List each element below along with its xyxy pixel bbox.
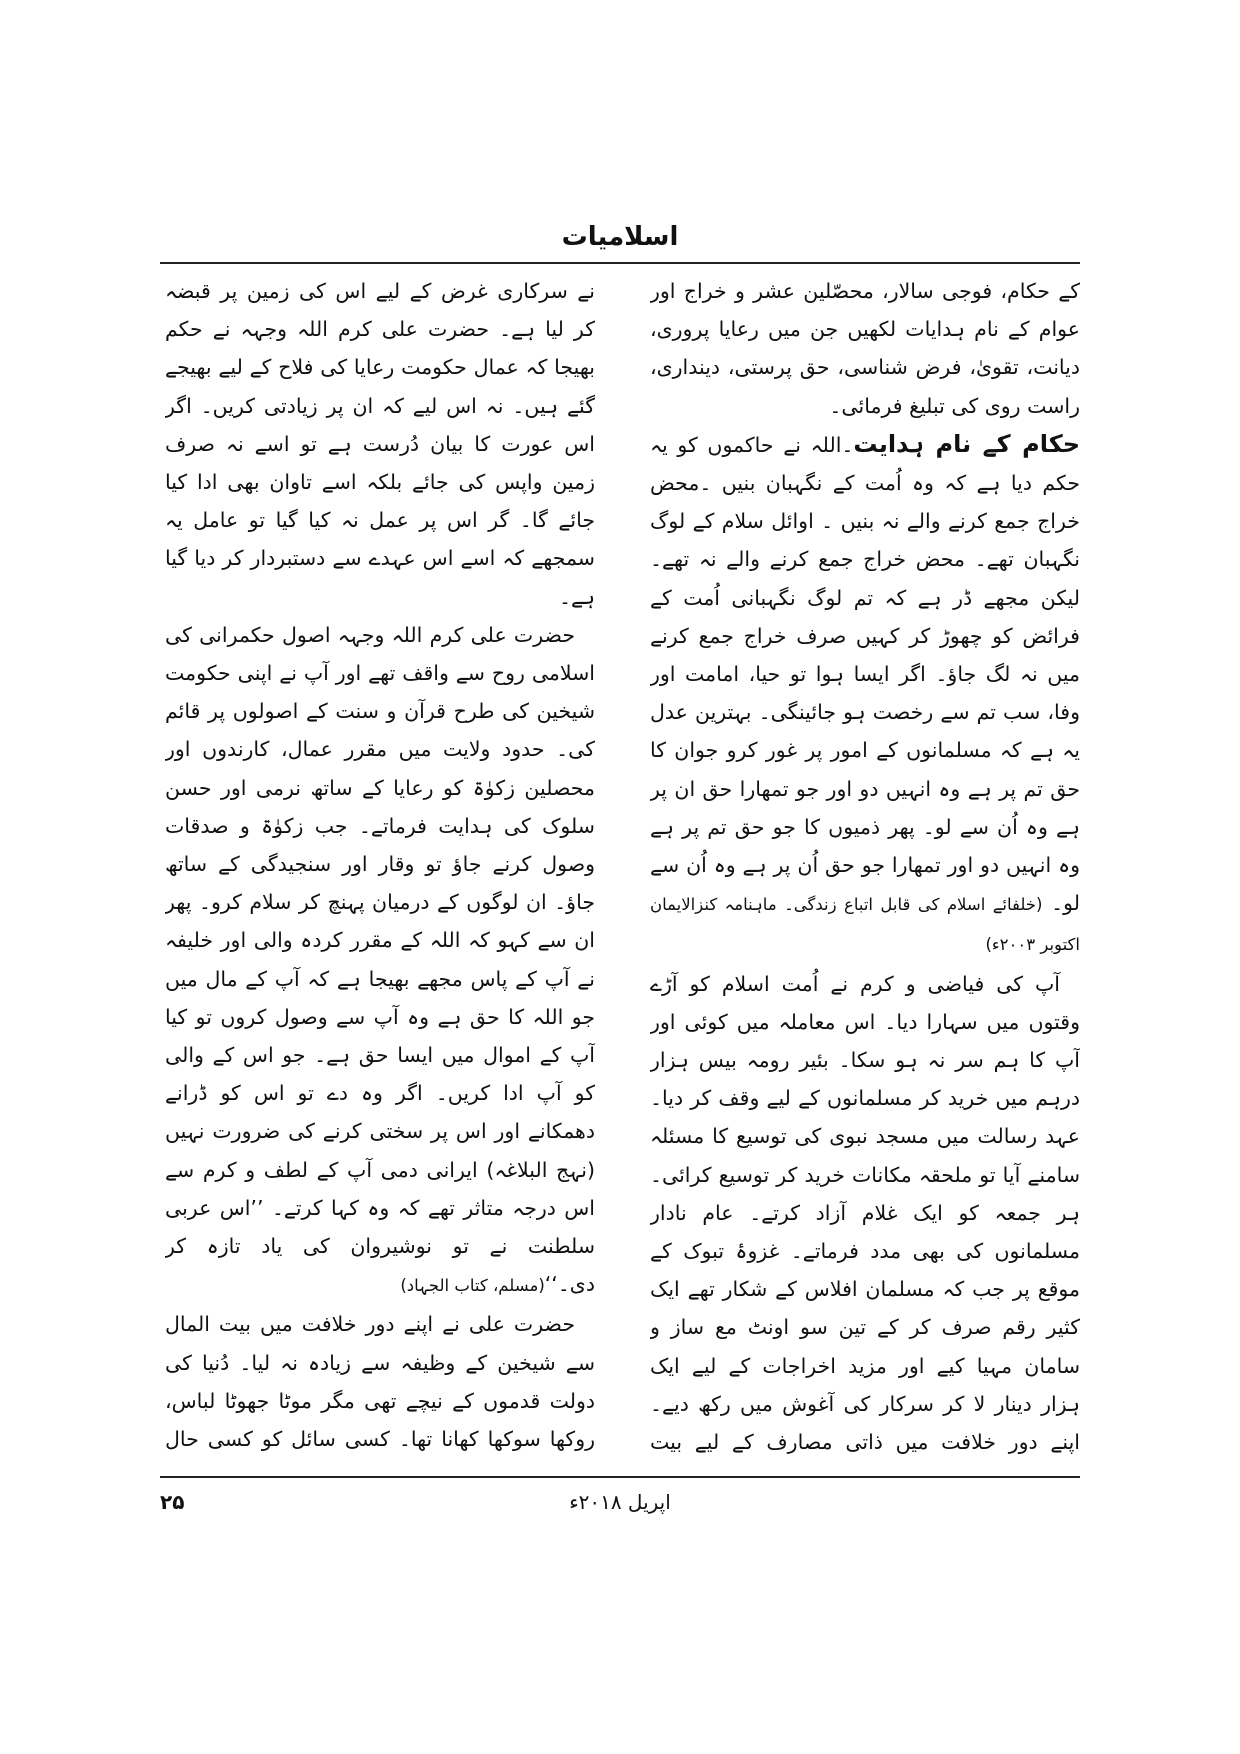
paragraph bbox=[165, 616, 595, 1306]
paragraph-text: ۔اللہ نے حاکموں کو یہ حکم دیا ہے کہ وہ اُمت کے نگہبان بنیں ۔محض خراج جمع کرنے والے نہ بنیں ۔ اوائل سلام کے لوگ نگہبان تھے۔ محض خراج جمع کرنے والے نہ تھے۔ لیکن مجھے ڈر ہے کہ تم لوگ نگہبانی اُمت کے فرائض کو چھوڑ کر کہیں صرف خراج جمع کرنے میں نہ لگ جاؤ۔ اگر ایسا ہوا تو حیا، امامت اور وفا، سب تم سے رخصت ہو جائینگی۔ بہترین عدل یہ ہے کہ مسلمانوں کے امور پر غور کرو جوان کا حق تم پر ہے وہ انہیں دو اور جو تمھارا حق ان پر ہے وہ اُن سے لو۔ پھر ذمیوں کا جو حق تم پر ہے وہ انہیں دو اور تمھارا جو حق اُن پر ہے وہ اُن سے لو۔ bbox=[650, 432, 1080, 916]
issue-date: اپریل ۲۰۱۸ء bbox=[569, 1490, 671, 1514]
paragraph: آپ کی فیاضی و کرم نے اُمت اسلام کو آڑے وقتوں میں سہارا دیا۔ اس معاملہ میں کوئی اور آپ کا ہم سر نہ ہو سکا۔ بئیر رومہ بیس ہزار درہم میں خرید کر مسلمانوں کے لیے وقف کر دیا۔ عہد رسالت میں مسجد نبوی کی توسیع کا مسئلہ سامنے آیا تو ملحقہ مکانات خرید کر توسیع کرائی۔ ہر جمعہ کو ایک غلام آزاد کرتے۔ عام نادار مسلمانوں کی بھی مدد فرماتے۔ غزوۂ تبوک کے موقع پر جب کہ مسلمان افلاس کے شکار تھے ایک کثیر رقم صرف کر کے تین سو اونٹ مع ساز و سامان مہیا کیے اور مزید اخراجات کے لیے ایک ہزار دینار لا کر سرکار کی آغوش میں رکھ دیے۔ اپنے دور خلافت میں ذاتی مصارف کے لیے بیت bbox=[650, 971, 1080, 1455]
header-rule bbox=[160, 262, 1080, 264]
paragraph: نے سرکاری غرض کے لیے اس کی زمین پر قبضہ کر لیا ہے۔ حضرت علی کرم اللہ وجہہ نے حکم بھیجا کہ عمال حکومت رعایا کی فلاح کے لیے بھیجے گئے ہیں۔ نہ اس لیے کہ ان پر زیادتی کریں۔ اگر اس عورت کا بیان دُرست ہے تو اسے نہ صرف زمین واپس کی جائے بلکہ اسے تاوان بھی ادا کیا جائے گا۔ گر اس پر عمل نہ کیا گیا تو عامل یہ سمجھے کہ اسے اس عہدے سے دستبردار کر دیا گیا ہے۔ bbox=[165, 279, 595, 609]
footer-rule bbox=[160, 1476, 1080, 1478]
paragraph-text: حضرت علی کرم اللہ وجہہ اصول حکمرانی کی اسلامی روح سے واقف تھے اور آپ نے اپنی حکومت شیخین کی طرح قرآن و سنت کے اصولوں پر قائم کی۔ حدود ولایت میں مقرر عمال، کارندوں اور محصلین زکوٰۃ کو رعایا کے ساتھ نرمی اور حسن سلوک کی ہدایت فرماتے۔ جب زکوٰۃ و صدقات وصول کرنے جاؤ تو وقار اور سنجیدگی کے ساتھ جاؤ۔ ان لوگوں کے درمیان پہنچ کر سلام کرو۔ پھر ان سے کہو کہ اللہ کے مقرر کردہ والی اور خلیفہ نے آپ کے پاس مجھے بھیجا ہے کہ آپ کے مال میں جو اللہ کا حق ہے وہ آپ سے وصول کروں تو کیا آپ کے اموال میں ایسا حق ہے۔ جو اس کے والی کو آپ ادا کریں۔ اگر وہ دے تو اس کو ڈرانے دھمکانے اور اس پر سختی کرنے کی ضرورت نہیں (نہج البلاغہ) ایرانی دمی آپ کے لطف و کرم سے اس درجہ متاثر تھے کہ وہ کہا کرتے۔ ’’اس عربی سلطنت نے تو نوشیروان کی یاد تازہ کر دی۔‘‘ bbox=[165, 622, 595, 1297]
paragraph: کے حکام، فوجی سالار، محصّلین عشر و خراج اور عوام کے نام ہدایات لکھیں جن میں رعایا پروری، دیانت، تقویٰ، فرض شناسی، حق پرستی، دینداری، راست روی کی تبلیغ فرمائی۔ bbox=[650, 279, 1080, 418]
page-title: اسلامیات bbox=[561, 222, 679, 252]
reference: (خلفائے اسلام کی قابل اتباع زندگی۔ ماہنامہ کنزالایمان اکتوبر ۲۰۰۳ء) bbox=[650, 895, 1080, 955]
subheading: حکام کے نام ہدایت bbox=[853, 429, 1080, 458]
page-number: ۲۵ bbox=[160, 1490, 185, 1514]
paragraph bbox=[650, 425, 1080, 965]
paragraph: حضرت علی نے اپنے دور خلافت میں بیت المال سے شیخین کے وظیفہ سے زیادہ نہ لیا۔ دُنیا کی دولت قدموں کے نیچے تھی مگر موٹا جھوٹا لباس، روکھا سوکھا کھانا تھا۔ کسی سائل کو کسی حال bbox=[165, 1312, 595, 1452]
left-column bbox=[165, 272, 595, 1462]
right-column bbox=[650, 272, 1080, 1462]
reference: (مسلم، کتاب الجہاد) bbox=[400, 1276, 545, 1296]
